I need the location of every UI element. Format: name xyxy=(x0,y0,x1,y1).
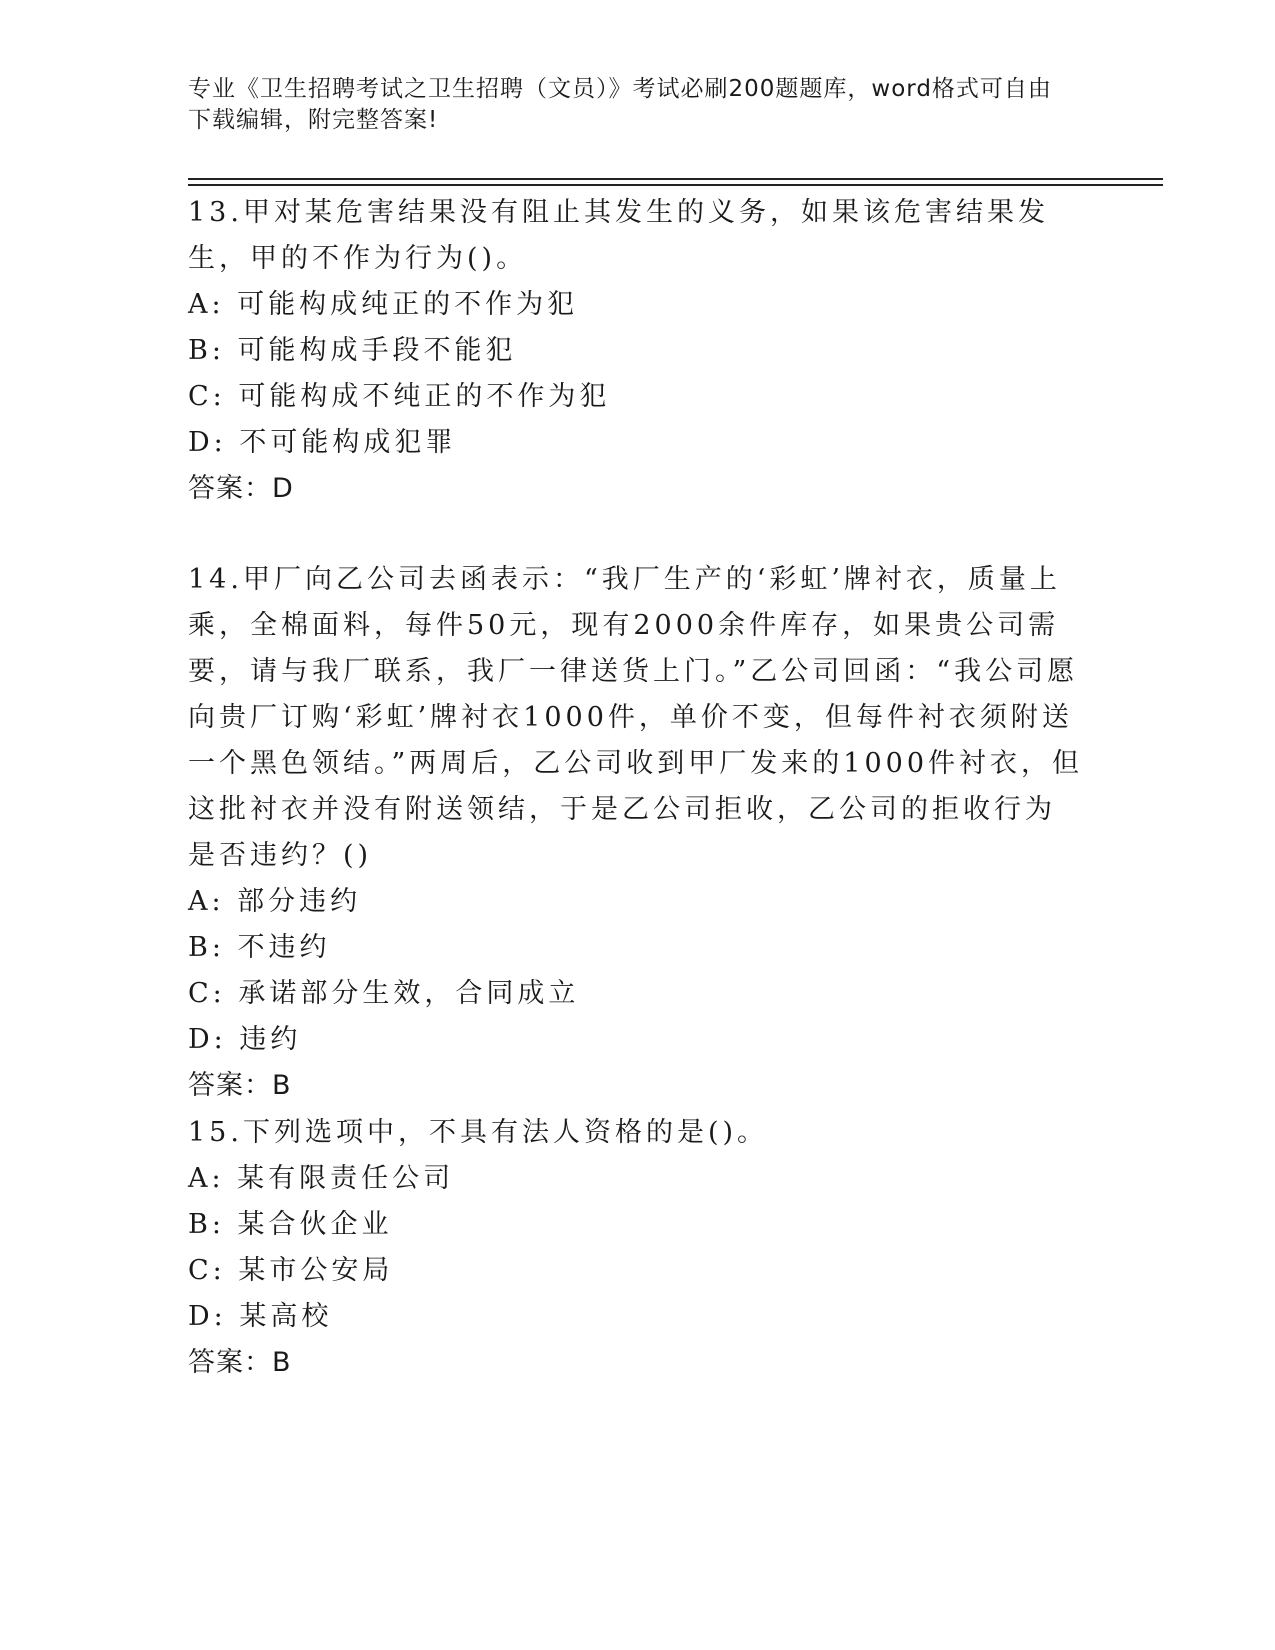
option-c: C: 承诺部分生效，合同成立 xyxy=(188,978,580,1009)
question-13 xyxy=(188,190,1083,512)
option-b: B: 不违约 xyxy=(188,932,331,963)
option-d: D: 违约 xyxy=(188,1024,302,1055)
answer: 答案：D xyxy=(188,473,294,504)
option-a: A: 部分违约 xyxy=(188,886,362,917)
question-text: 15.下列选项中，不具有法人资格的是()。 xyxy=(188,1117,769,1148)
question-15 xyxy=(188,1110,1083,1386)
option-b: B: 某合伙企业 xyxy=(188,1209,393,1240)
option-b: B: 可能构成手段不能犯 xyxy=(188,335,517,366)
question-14 xyxy=(188,557,1083,1109)
header-divider-bottom xyxy=(188,184,1163,186)
answer: 答案：B xyxy=(188,1347,292,1378)
option-d: D: 某高校 xyxy=(188,1301,333,1332)
question-text: 14.甲厂向乙公司去函表示：“我厂生产的‘彩虹’牌衬衣，质量上乘，全棉面料，每件50元，现有2000余件库存，如果贵公司需要，请与我厂联系，我厂一律送货上门。”乙公司回函：“我公司愿向贵厂订购‘彩虹’牌衬衣1000件，单价不变，但每件衬衣须附送一个黑色领结。”两周后，乙公司收到甲厂发来的1000件衬衣，但这批衬衣并没有附送领结，于是乙公司拒收，乙公司的拒收行为是否违约？() xyxy=(188,564,1084,871)
option-d: D: 不可能构成犯罪 xyxy=(188,427,457,458)
header-divider-top xyxy=(188,178,1163,180)
option-c: C: 某市公安局 xyxy=(188,1255,394,1286)
option-c: C: 可能构成不纯正的不作为犯 xyxy=(188,381,611,412)
question-text: 13.甲对某危害结果没有阻止其发生的义务，如果该危害结果发生，甲的不作为行为()。 xyxy=(188,197,1049,274)
answer: 答案：B xyxy=(188,1070,292,1101)
option-a: A: 某有限责任公司 xyxy=(188,1163,455,1194)
document-header: 专业《卫生招聘考试之卫生招聘（文员）》考试必刷200题题库，word格式可自由下载编辑，附完整答案! xyxy=(188,76,1052,133)
option-a: A: 可能构成纯正的不作为犯 xyxy=(188,289,579,320)
